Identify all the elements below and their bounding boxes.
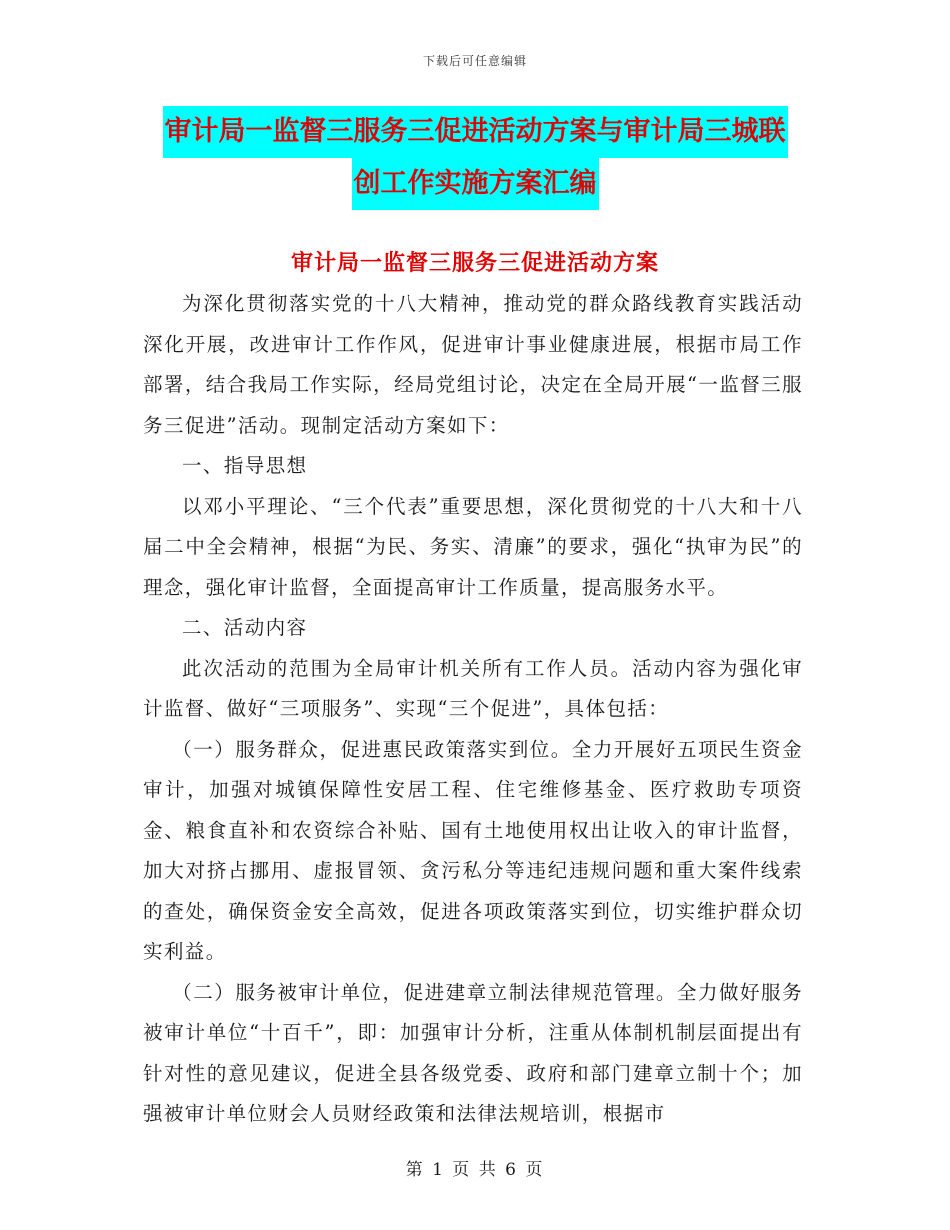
heading-guiding-ideology: 一、指导思想: [182, 454, 308, 477]
document-title-line-2: 创工作实施方案汇编: [352, 158, 599, 210]
section-title: 审计局一监督三服务三促进活动方案: [290, 251, 659, 276]
page-footer: 第 1 页 共 6 页: [405, 1160, 545, 1180]
document-body: [143, 284, 803, 1135]
paragraph-intro: 为深化贯彻落实党的十八大精神，推动党的群众路线教育实践活动深化开展，改进审计工作作风，促进审计事业健康进展，根据市局工作部署，结合我局工作实际，经局党组讨论，决定在全局开展“一监督三服务三促进”活动。现制定活动方案如下：: [143, 292, 803, 437]
paragraph-item-1: （一）服务群众，促进惠民政策落实到位。全力开展好五项民生资金审计，加强对城镇保障性安居工程、住宅维修基金、医疗救助专项资金、粮食直补和农资综合补贴、国有土地使用权出让收入的审计监督，加大对挤占挪用、虚报冒领、贪污私分等违纪违规问题和重大案件线索的查处，确保资金安全高效，促进各项政策落实到位，切实维护群众切实利益。: [143, 737, 803, 963]
heading-activity-content: 二、活动内容: [182, 616, 308, 639]
header-note: 下载后可任意编辑: [422, 54, 527, 68]
paragraph-activity-scope: 此次活动的范围为全局审计机关所有工作人员。活动内容为强化审计监督、做好“三项服务”、实现“三个促进”，具体包括：: [143, 656, 803, 720]
paragraph-guiding-ideology: 以邓小平理论、“三个代表”重要思想，深化贯彻党的十八大和十八届二中全会精神，根据“为民、务实、清廉”的要求，强化“执审为民”的理念，强化审计监督，全面提高审计工作质量，提高服务水平。: [143, 494, 803, 599]
paragraph-item-2: （二）服务被审计单位，促进建章立制法律规范管理。全力做好服务被审计单位“十百千”，即：加强审计分析，注重从体制机制层面提出有针对性的意见建议，促进全县各级党委、政府和部门建章立制十个；加强被审计单位财会人员财经政策和法律法规培训，根据市: [143, 980, 803, 1125]
document-title-line-1: 审计局一监督三服务三促进活动方案与审计局三城联: [163, 106, 788, 158]
document-title: [0, 106, 950, 210]
